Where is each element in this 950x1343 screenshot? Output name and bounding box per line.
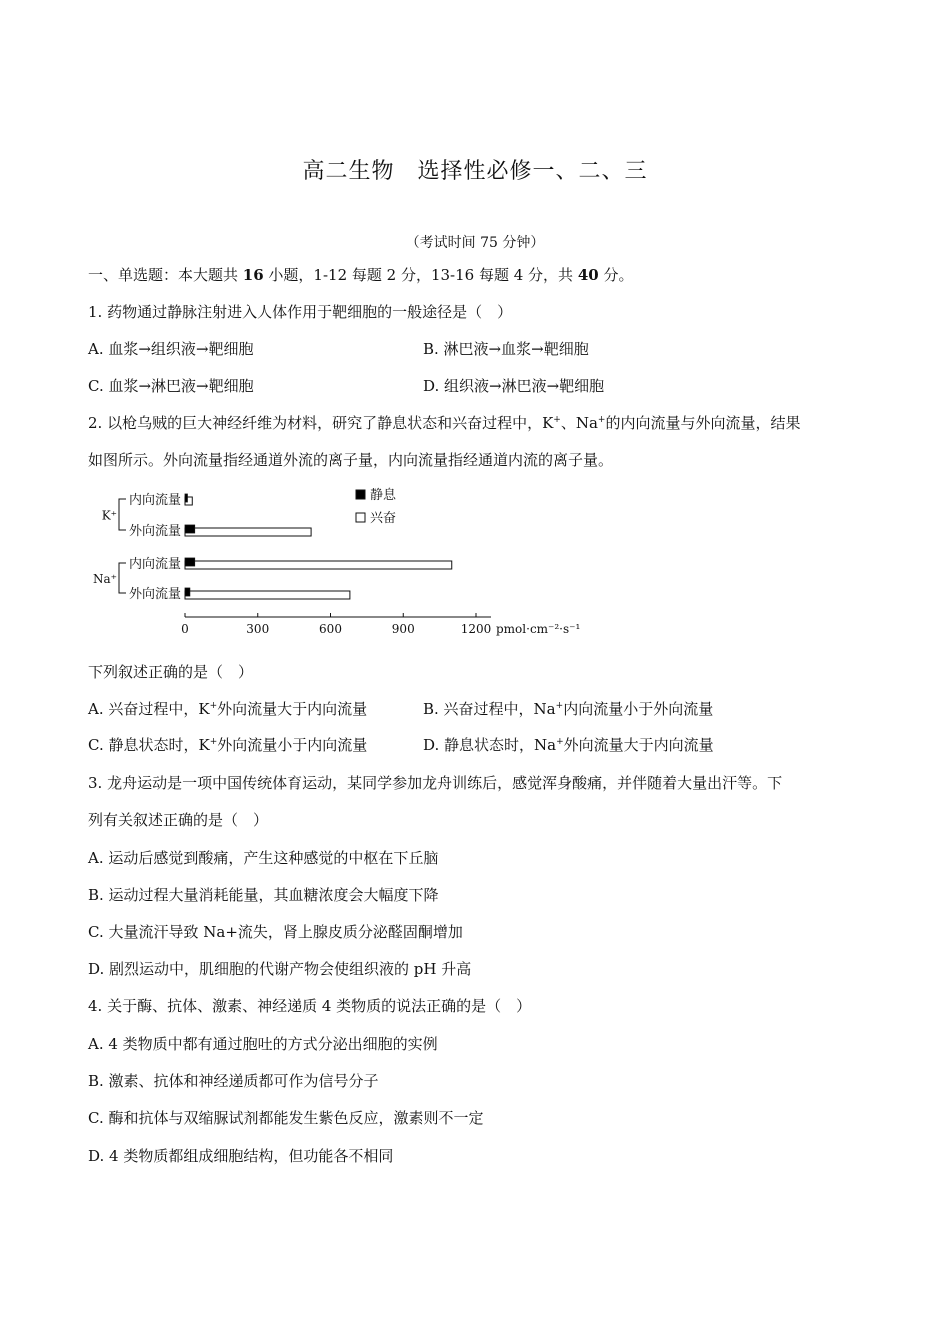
q2-option-b: B. 兴奋过程中，Na+内向流量小于外向流量 xyxy=(423,700,714,718)
group-bracket xyxy=(119,499,126,530)
q1-option-c: C. 血浆→淋巴液→靶细胞 xyxy=(88,377,254,395)
q2-stem-line2: 如图所示。外向流量指经通道外流的离子量，内向流量指经通道内流的离子量。 xyxy=(88,451,614,469)
bar-resting xyxy=(185,588,190,596)
page-title: 高二生物 选择性必修一、二、三 xyxy=(302,159,648,184)
bar-resting xyxy=(185,494,187,502)
ion-label: K⁺ xyxy=(101,508,117,523)
q4-option-b: B. 激素、抗体和神经递质都可作为信号分子 xyxy=(88,1072,379,1090)
bar-resting xyxy=(185,525,195,533)
legend-label-excited: 兴奋 xyxy=(370,511,397,526)
q3-stem-line2: 列有关叙述正确的是（ ） xyxy=(88,811,269,829)
q1-option-a: A. 血浆→组织液→靶细胞 xyxy=(88,340,254,358)
legend-swatch-resting xyxy=(356,490,365,499)
bar-excited xyxy=(185,561,452,569)
category-label: 外向流量 xyxy=(128,587,181,602)
q3-option-d: D. 剧烈运动中，肌细胞的代谢产物会使组织液的 pH 升高 xyxy=(88,960,472,978)
exam-time: （考试时间 75 分钟） xyxy=(405,235,545,251)
q3-option-a: A. 运动后感觉到酸痛，产生这种感觉的中枢在下丘脑 xyxy=(88,849,439,867)
q2-stem-line1: 2. 以枪乌贼的巨大神经纤维为材料，研究了静息状态和兴奋过程中，K+、Na+的内向流量与外向流量，结果 xyxy=(88,414,801,432)
bar-resting xyxy=(185,558,195,566)
x-tick-label: 1200 xyxy=(460,622,492,636)
q1-stem: 1. 药物通过静脉注射进入人体作用于靶细胞的一般途径是（ ） xyxy=(88,303,513,321)
q2-option-a: A. 兴奋过程中，K+外向流量大于内向流量 xyxy=(88,700,368,718)
q3-option-b: B. 运动过程大量消耗能量，其血糖浓度会大幅度下降 xyxy=(88,886,439,904)
q4-stem: 4. 关于酶、抗体、激素、神经递质 4 类物质的说法正确的是（ ） xyxy=(88,997,532,1015)
bar-excited xyxy=(185,591,350,599)
x-tick-label: 900 xyxy=(391,622,415,636)
q4-option-d: D. 4 类物质都组成细胞结构，但功能各不相同 xyxy=(88,1147,394,1165)
legend-swatch-excited xyxy=(356,513,365,522)
bar-excited xyxy=(185,528,311,536)
category-label: 内向流量 xyxy=(128,557,181,572)
q3-option-c: C. 大量流汗导致 Na+流失，肾上腺皮质分泌醛固酮增加 xyxy=(88,923,463,941)
q4-option-c: C. 酶和抗体与双缩脲试剂都能发生紫色反应，激素则不一定 xyxy=(88,1109,484,1127)
category-label: 内向流量 xyxy=(128,493,181,508)
q1-option-d: D. 组织液→淋巴液→靶细胞 xyxy=(423,377,605,395)
q2-option-d: D. 静息状态时，Na+外向流量大于内向流量 xyxy=(423,736,714,754)
q3-stem-line1: 3. 龙舟运动是一项中国传统体育运动，某同学参加龙舟训练后，感觉浑身酸痛，并伴随着大量出汗等。下 xyxy=(88,774,783,792)
q1-option-b: B. 淋巴液→血浆→靶细胞 xyxy=(423,340,589,358)
q2-ask: 下列叙述正确的是（ ） xyxy=(88,663,254,681)
x-tick-label: 0 xyxy=(181,622,189,636)
legend-label-resting: 静息 xyxy=(370,488,397,503)
group-bracket xyxy=(119,563,126,593)
x-tick-label: 600 xyxy=(319,622,342,636)
ion-label: Na⁺ xyxy=(93,572,117,586)
ion-flux-chart xyxy=(86,484,596,644)
x-unit-label: pmol·cm⁻²·s⁻¹ xyxy=(496,622,581,636)
q2-option-c: C. 静息状态时，K+外向流量小于内向流量 xyxy=(88,736,368,754)
x-tick-label: 300 xyxy=(246,622,270,636)
category-label: 外向流量 xyxy=(128,524,181,539)
q4-option-a: A. 4 类物质中都有通过胞吐的方式分泌出细胞的实例 xyxy=(88,1035,438,1053)
section-heading: 一、单选题：本大题共 16 小题，1-12 每题 2 分，13-16 每题 4 分，共 40 分。 xyxy=(88,266,634,284)
